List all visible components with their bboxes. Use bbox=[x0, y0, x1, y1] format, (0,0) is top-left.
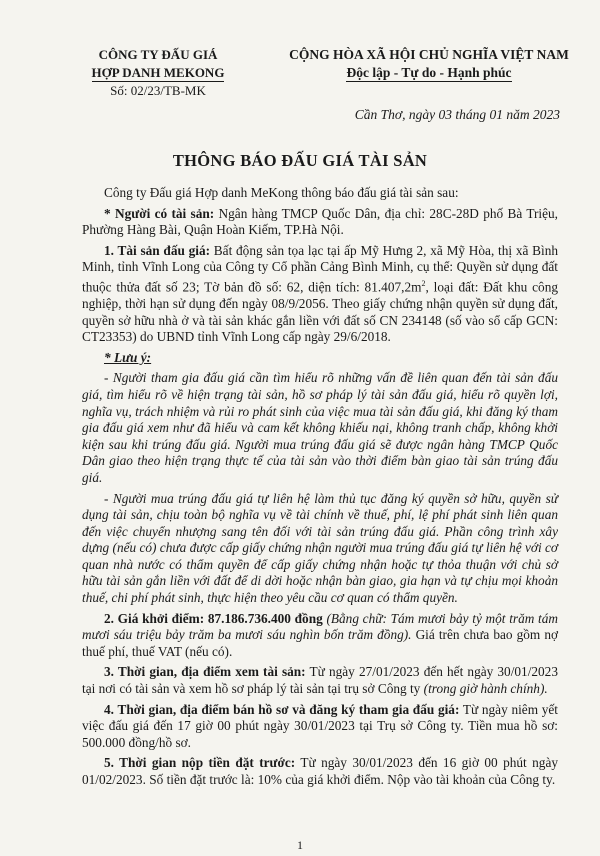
item2-text: Giá trên chưa bao gồm nợ thuế phí, thuế VAT (nếu có). bbox=[82, 627, 558, 659]
item1-text-b: , loại đất: Đất khu công nghiệp, thời hạn sử dụng đến ngày 08/9/2056. Theo giấy chứng nhận quyền sử dụng đất, quyền sở hữu nhà ở và tài sản khác gắn liền với đất số CN 234148 (số vào sổ cấp GCN: CT23353) do UBND tỉnh Vĩnh Long cấp ngày 29/6/2018. bbox=[82, 279, 558, 345]
owner-text: Ngân hàng TMCP Quốc Dân, địa chỉ: 28C-28D phố Bà Triệu, Phường Hàng Bài, Quận Hoàn Kiếm, TP.Hà Nội. bbox=[82, 205, 559, 238]
item1-label: 1. Tài sản đấu giá: bbox=[104, 242, 211, 258]
date-place: Cần Thơ, ngày 03 tháng 01 năm 2023 bbox=[354, 107, 560, 122]
national-motto: Độc lập - Tự do - Hạnh phúc bbox=[346, 65, 512, 80]
national-header bbox=[270, 46, 588, 82]
intro-paragraph: Công ty Đấu giá Hợp danh MeKong thông báo đấu giá tài sản sau: bbox=[104, 185, 459, 200]
nation-name: CỘNG HÒA XÃ HỘI CHỦ NGHĨA VIỆT NAM bbox=[289, 47, 569, 62]
page-number: 1 bbox=[297, 838, 303, 852]
item2-paragraph bbox=[82, 611, 558, 661]
note-paragraph-1: - Người tham gia đấu giá cần tìm hiểu rõ những vấn đề liên quan đến tài sản đấu giá, tìm hiểu rõ về hiện trạng tài sản, hồ sơ pháp lý tài sản đấu giá, hiểu rõ quyền lợi, nghĩa vụ, trách nhiệm và rủi ro phát sinh của việc mua tài sản đấu giá, khi đăng ký tham gia đấu giá xem như đã hiểu và cam kết không khiếu nại, không tranh chấp, không khởi kiện sau khi trúng đấu giá. Người mua trúng đấu giá sẽ được ngân hàng TMCP Quốc Dân giao theo hiện trạng thực tế của tài sản vào thời điểm bàn giao tài sản trúng đấu giá. bbox=[82, 370, 558, 485]
item5-label: 5. Thời gian nộp tiền đặt trước: bbox=[104, 755, 296, 771]
item5-text: Từ ngày 30/01/2023 đến 16 giờ 00 phút ngày 01/02/2023. Số tiền đặt trước là: 10% của giá khởi điểm. Nộp vào tài khoản của Công ty. bbox=[82, 755, 558, 788]
company-name-line2: HỢP DANH MEKONG bbox=[91, 65, 225, 80]
document-body bbox=[82, 185, 558, 793]
note-label: * Lưu ý: bbox=[104, 349, 152, 365]
document-number: Số: 02/23/TB-MK bbox=[110, 83, 206, 98]
note-heading bbox=[82, 350, 558, 367]
owner-paragraph bbox=[82, 206, 558, 239]
page-title: THÔNG BÁO ĐẤU GIÁ TÀI SẢN bbox=[172, 151, 428, 170]
item2-italic: (Bằng chữ: Tám mươi bảy tỷ một trăm tám mươi sáu triệu bảy trăm ba mươi sáu nghìn bốn trăm đồng). bbox=[82, 610, 558, 643]
item4-label: 4. Thời gian, địa điểm bán hồ sơ và đăng ký tham gia đấu giá: bbox=[104, 701, 460, 717]
note-paragraph-2: - Người mua trúng đấu giá tự liên hệ làm thủ tục đăng ký quyền sở hữu, quyền sử dụng tài sản, chịu toàn bộ nghĩa vụ về tài chính về thuế, phí, lệ phí phát sinh liên quan đến việc chuyển nhượng sang tên đối với tài sản trúng đấu giá. Phần công trình xây dựng (nếu có) chưa được cấp giấy chứng nhận người mua trúng đấu giá tự liên hệ với cơ quan nhà nước có thẩm quyền để cấp giấy chứng nhận hoặc tự thỏa thuận với chủ sở hữu tài sản gắn liền với đất để di dời hoặc nhận bàn giao, gia hạn và tự chịu mọi khoản thuế, chi phí phát sinh, thực hiện theo yêu cầu cơ quan có thẩm quyền. bbox=[82, 490, 558, 606]
item4-paragraph bbox=[82, 702, 558, 752]
item5-paragraph bbox=[82, 755, 558, 788]
item3-label: 3. Thời gian, địa điểm xem tài sản: bbox=[104, 664, 306, 680]
owner-label: * Người có tài sản: bbox=[104, 205, 215, 221]
item1-paragraph bbox=[82, 243, 558, 346]
item3-italic: (trong giờ hành chính). bbox=[423, 681, 548, 697]
item3-text: Từ ngày 27/01/2023 đến hết ngày 30/01/2023 tại nơi có tài sản và xem hồ sơ pháp lý tài sản tại trụ sở Công ty bbox=[82, 664, 558, 697]
company-name-line1: CÔNG TY ĐẤU GIÁ bbox=[98, 47, 218, 62]
item3-paragraph bbox=[82, 664, 558, 697]
company-header bbox=[78, 46, 238, 100]
item1-text-a: Bất động sản tọa lạc tại ấp Mỹ Hưng 2, xã Mỹ Hòa, thị xã Bình Minh, tỉnh Vĩnh Long của Công ty Cổ phần Cảng Bình Minh, cụ thể: Quyền sử dụng đất thuộc thửa đất số 23; Tờ bản đồ số: 62, diện tích: 81.407,2m bbox=[82, 242, 558, 295]
item1-superscript: 2 bbox=[421, 278, 426, 288]
item2-label: 2. Giá khởi điểm: 87.186.736.400 đồng bbox=[104, 610, 323, 626]
item4-text: Từ ngày niêm yết việc đấu giá đến 17 giờ 00 phút ngày 30/01/2023 tại Trụ sở Công ty. Tiền mua hồ sơ: 500.000 đồng/hồ sơ. bbox=[82, 701, 558, 750]
